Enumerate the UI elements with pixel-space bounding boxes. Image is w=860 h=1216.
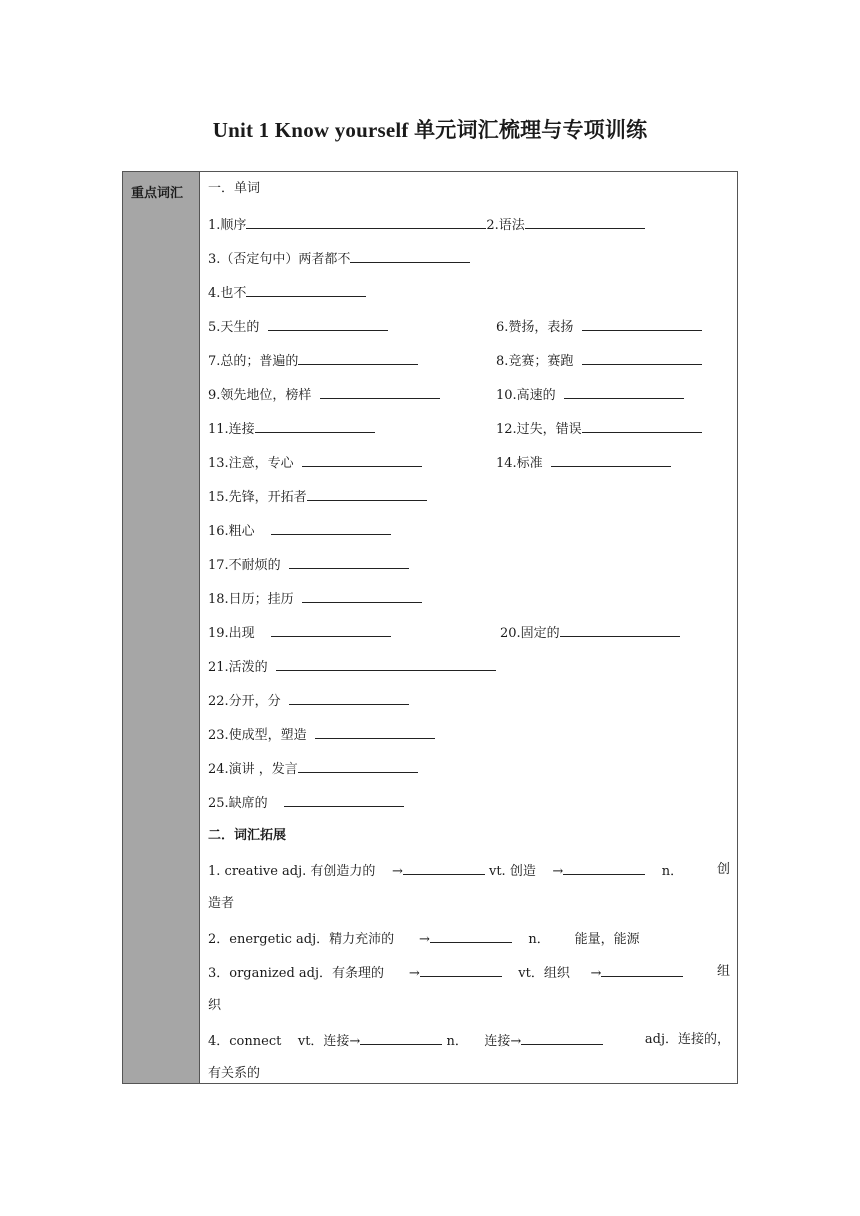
- word-row: [208, 419, 375, 439]
- page-title: Unit 1 Know yourself 单元词汇梳理与专项训练: [212, 118, 648, 142]
- arrow-icon: →: [408, 966, 420, 981]
- answer-blank[interactable]: [246, 283, 366, 297]
- expansion-text: 2．energetic adj．精力充沛的: [208, 932, 395, 947]
- arrow-icon: →: [391, 864, 403, 879]
- answer-blank[interactable]: [298, 351, 418, 365]
- word-row: [496, 317, 702, 337]
- section-heading-expansion: 二．词汇拓展: [208, 828, 287, 843]
- answer-blank[interactable]: [525, 215, 645, 229]
- word-label: 25.缺席的: [208, 796, 268, 811]
- answer-blank[interactable]: [601, 963, 683, 977]
- word-label: 14.标准: [496, 456, 543, 471]
- answer-blank[interactable]: [307, 487, 427, 501]
- answer-blank[interactable]: [560, 623, 680, 637]
- expansion-text: vt. 创造: [488, 864, 536, 879]
- word-row: [208, 249, 470, 269]
- content-cell: [208, 172, 733, 1083]
- answer-blank[interactable]: [298, 759, 418, 773]
- word-row: [208, 725, 435, 745]
- answer-blank[interactable]: [551, 453, 671, 467]
- expansion-text: n．: [446, 1034, 468, 1049]
- word-row: [208, 453, 422, 473]
- word-label: 5.天生的: [208, 320, 260, 335]
- answer-blank[interactable]: [350, 249, 470, 263]
- expansion-text: vt．组织: [518, 966, 570, 981]
- answer-blank[interactable]: [582, 351, 702, 365]
- expansion-text: n．: [528, 932, 550, 947]
- section-heading-words: 一．单词: [208, 181, 261, 196]
- word-label: 23.使成型，塑造: [208, 728, 307, 743]
- expansion-text: adj．连接的，: [644, 1032, 730, 1047]
- word-row: [208, 657, 496, 677]
- word-label: 11.连接: [208, 422, 255, 437]
- word-row: [208, 759, 418, 779]
- word-label: 12.过失，错误: [496, 422, 582, 437]
- word-row: [496, 351, 702, 371]
- word-label: 21.活泼的: [208, 660, 268, 675]
- answer-blank[interactable]: [284, 793, 404, 807]
- word-label: 6.赞扬，表扬: [496, 320, 574, 335]
- word-row: [208, 487, 427, 507]
- word-label: 17.不耐烦的: [208, 558, 281, 573]
- expansion-text: 能量，能源: [574, 932, 640, 947]
- vocab-table: [122, 171, 738, 1084]
- answer-blank[interactable]: [302, 589, 422, 603]
- answer-blank[interactable]: [582, 419, 702, 433]
- word-label: 8.竞赛；赛跑: [496, 354, 574, 369]
- word-label: 13.注意，专心: [208, 456, 294, 471]
- word-label: 9.领先地位，榜样: [208, 388, 312, 403]
- expansion-text: 1. creative adj. 有创造力的: [208, 864, 376, 879]
- word-label: 16.粗心: [208, 524, 255, 539]
- answer-blank[interactable]: [420, 963, 502, 977]
- expansion-cont: 织: [208, 998, 222, 1013]
- word-label: 7.总的；普遍的: [208, 354, 299, 369]
- label-text: 重点词汇: [131, 186, 184, 201]
- word-row: [496, 419, 702, 439]
- word-label: 2.语法: [486, 218, 525, 233]
- expansion-text: 3．organized adj．有条理的: [208, 966, 385, 981]
- word-label: 22.分开，分: [208, 694, 281, 709]
- word-label: 1.顺序: [208, 218, 247, 233]
- answer-blank[interactable]: [255, 419, 375, 433]
- label-cell: [123, 172, 200, 1083]
- word-row: [208, 283, 366, 303]
- word-row: [496, 453, 671, 473]
- expansion-cont: 造者: [208, 896, 235, 911]
- word-row: [208, 521, 391, 541]
- expansion-cont: 有关系的: [208, 1066, 261, 1081]
- answer-blank[interactable]: [268, 317, 388, 331]
- word-row: [500, 623, 680, 643]
- answer-blank[interactable]: [315, 725, 435, 739]
- expansion-row: [208, 1031, 730, 1051]
- expansion-text: 4．connect: [208, 1034, 282, 1049]
- word-row: [208, 555, 409, 575]
- answer-blank[interactable]: [521, 1031, 603, 1045]
- answer-blank[interactable]: [276, 657, 496, 671]
- word-row: [496, 385, 684, 405]
- answer-blank[interactable]: [320, 385, 440, 399]
- answer-blank[interactable]: [564, 385, 684, 399]
- word-row: [208, 589, 422, 609]
- expansion-text: vt．连接→: [297, 1034, 361, 1049]
- word-label: 20.固定的: [500, 626, 560, 641]
- expansion-text: 组: [716, 964, 730, 979]
- expansion-row: [208, 861, 730, 881]
- expansion-text: 连接→: [484, 1034, 522, 1049]
- arrow-icon: →: [590, 966, 602, 981]
- answer-blank[interactable]: [302, 453, 422, 467]
- word-row: [208, 691, 409, 711]
- arrow-icon: →: [552, 864, 564, 879]
- word-label: 18.日历；挂历: [208, 592, 294, 607]
- expansion-text: n．: [661, 864, 684, 879]
- answer-blank[interactable]: [271, 521, 391, 535]
- word-label: 10.高速的: [496, 388, 556, 403]
- word-label: 4.也不: [208, 286, 247, 301]
- answer-blank[interactable]: [403, 861, 485, 875]
- word-row: [208, 215, 645, 235]
- arrow-icon: →: [418, 932, 430, 947]
- word-label: 15.先锋，开拓者: [208, 490, 307, 505]
- answer-blank[interactable]: [563, 861, 645, 875]
- word-row: [208, 351, 418, 371]
- answer-blank[interactable]: [289, 555, 409, 569]
- answer-blank[interactable]: [582, 317, 702, 331]
- word-label: 24.演讲 ，发言: [208, 762, 298, 777]
- word-row: [208, 623, 391, 643]
- expansion-row: [208, 963, 730, 983]
- expansion-row: [208, 929, 640, 949]
- answer-blank[interactable]: [430, 929, 512, 943]
- answer-blank[interactable]: [360, 1031, 442, 1045]
- word-label: 3.（否定句中）两者都不: [208, 252, 351, 267]
- answer-blank[interactable]: [289, 691, 409, 705]
- word-row: [208, 317, 388, 337]
- answer-blank[interactable]: [271, 623, 391, 637]
- word-row: [208, 385, 440, 405]
- word-label: 19.出现: [208, 626, 255, 641]
- expansion-text: 创: [716, 862, 730, 877]
- word-row: [208, 793, 404, 813]
- answer-blank[interactable]: [246, 215, 486, 229]
